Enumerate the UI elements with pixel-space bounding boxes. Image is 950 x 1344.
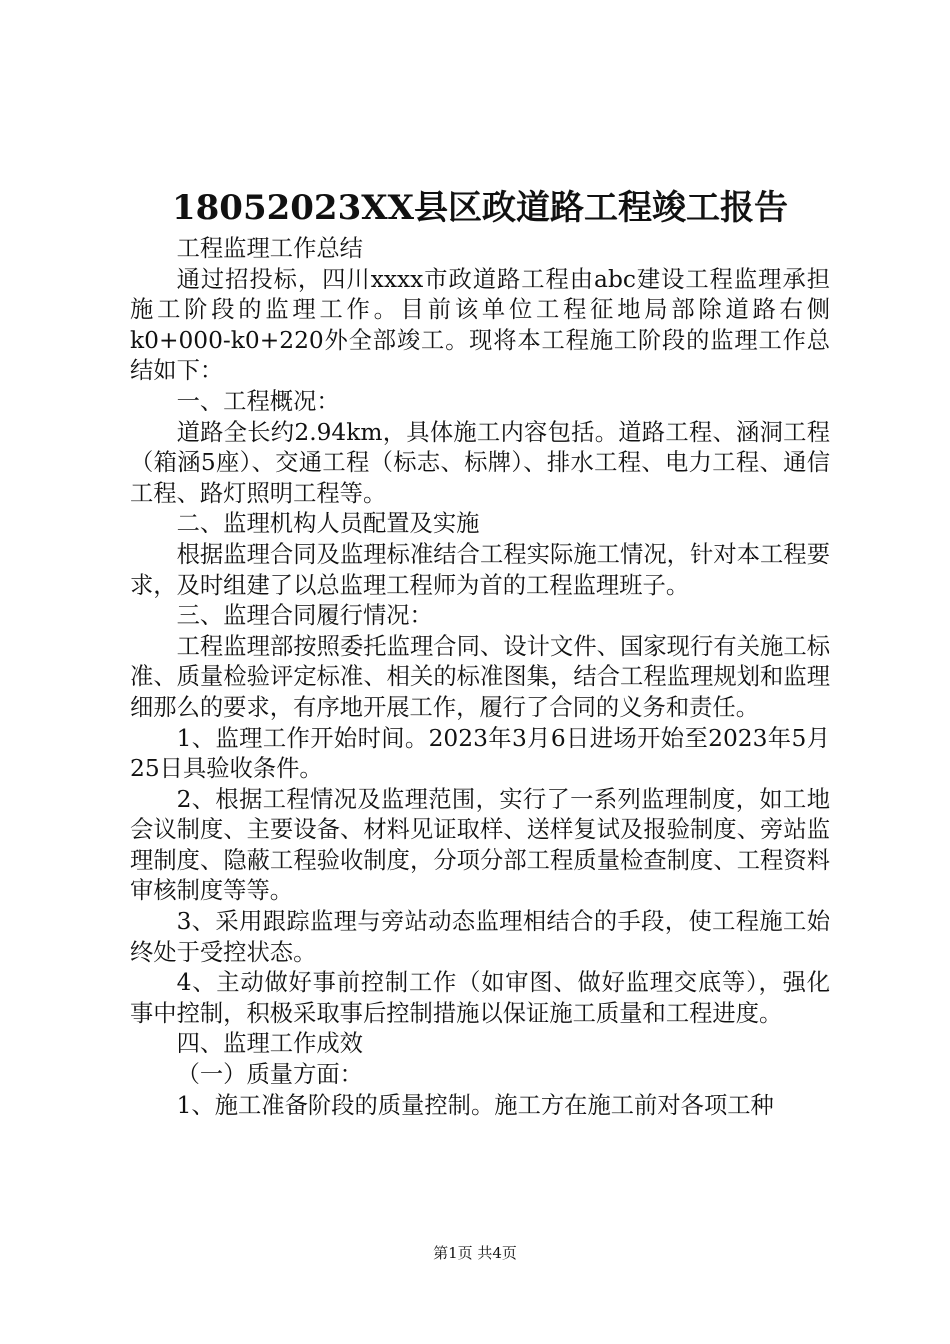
paragraph: 1、施工准备阶段的质量控制。施工方在施工前对各项工种 [176, 1091, 774, 1119]
section-heading: 四、监理工作成效 [176, 1030, 363, 1058]
section-heading: 一、工程概况： [176, 387, 340, 415]
document-title: 18052023XX县区政道路工程竣工报告 [171, 188, 789, 228]
paragraph: 工程监理部按照委托监理合同、设计文件、国家现行有关施工标准、质量检验评定标准、相关的标准图集，结合工程监理规划和监理细那么的要求，有序地开展工作，履行了合同的义务和责任。 [130, 632, 830, 721]
paragraph: 1、监理工作开始时间。2023年3月6日进场开始至2023年5月25日具验收条件。 [130, 724, 830, 783]
subsection-heading: （一）质量方面： [176, 1061, 363, 1089]
paragraph: 工程监理工作总结 [176, 235, 363, 262]
paragraph: 2、根据工程情况及监理范围，实行了一系列监理制度，如工地会议制度、主要设备、材料见证取样、送样复试及报验制度、旁站监理制度、隐蔽工程验收制度，分项分部工程质量检查制度、工程资料审核制度等等。 [130, 785, 830, 905]
paragraph: 根据监理合同及监理标准结合工程实际施工情况，针对本工程要求，及时组建了以总监理工程师为首的工程监理班子。 [130, 540, 830, 599]
paragraph: 道路全长约2.94km，具体施工内容包括。道路工程、涵洞工程（箱涵5座）、交通工程（标志、标牌）、排水工程、电力工程、通信工程、路灯照明工程等。 [130, 418, 830, 507]
document-body [130, 234, 830, 1121]
section-heading: 三、监理合同履行情况： [176, 602, 433, 630]
paragraph: 3、采用跟踪监理与旁站动态监理相结合的手段，使工程施工始终处于受控状态。 [130, 908, 830, 966]
page-footer: 第1页 共4页 [433, 1244, 517, 1262]
section-heading: 二、监理机构人员配置及实施 [176, 510, 480, 538]
paragraph: 4、主动做好事前控制工作（如审图、做好监理交底等），强化事中控制，积极采取事后控制措施以保证施工质量和工程进度。 [130, 969, 830, 1027]
paragraph: 通过招投标，四川xxxx市政道路工程由abc建设工程监理承担施工阶段的监理工作。目前该单位工程征地局部除道路右侧k0+000-k0+220外全部竣工。现将本工程施工阶段的监理工作总结如下： [130, 265, 830, 385]
